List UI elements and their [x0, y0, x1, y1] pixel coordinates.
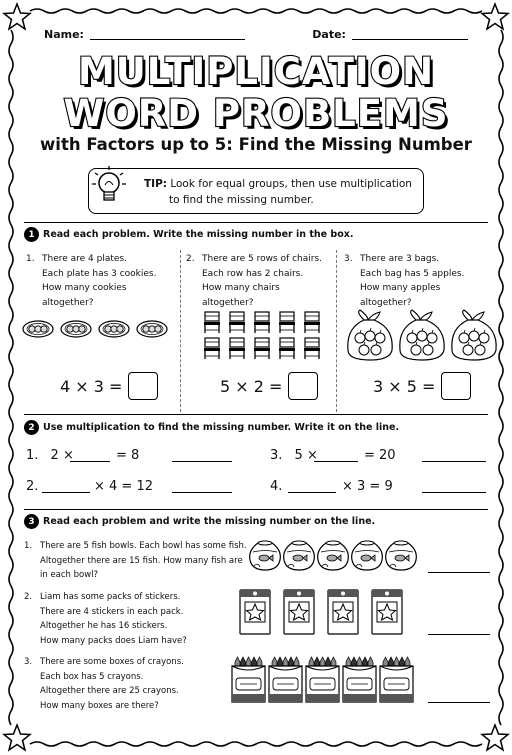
item-number: 3. — [270, 448, 283, 463]
subtitle: with Factors up to 5: Find the Missing Number — [40, 135, 472, 154]
crayon-box-icon — [380, 657, 413, 702]
tip-label: TIP: — [144, 178, 167, 190]
problem-number: 2. — [186, 254, 195, 264]
item-number: 1. — [26, 448, 39, 463]
fill-item-4 — [270, 479, 282, 494]
problem-line: Altogether there are 25 crayons. — [40, 686, 179, 696]
problem-number: 1. — [24, 541, 33, 551]
equation-text: 3 × 5 = — [373, 376, 436, 396]
answer-line[interactable] — [422, 461, 486, 462]
apple-icon — [371, 345, 381, 355]
section-number-badge: 2 — [24, 420, 39, 435]
star-icon — [2, 2, 32, 32]
cookie-icon — [105, 326, 111, 332]
crayon-boxes-picture — [230, 656, 420, 704]
problem-3-1 — [24, 539, 250, 583]
problem-line: altogether? — [202, 297, 254, 308]
chair-icon — [229, 338, 245, 359]
apple-icon — [469, 331, 479, 341]
item-left: 5 × — [294, 448, 318, 463]
divider — [24, 222, 488, 223]
item-number: 2. — [26, 479, 39, 494]
divider — [24, 509, 488, 510]
equation-text: 4 × 3 = — [60, 376, 123, 396]
cookie-icon — [149, 326, 155, 332]
fish-icon — [327, 555, 337, 561]
chair-icon — [204, 338, 220, 359]
problem-line: Each row has 2 chairs. — [202, 268, 304, 279]
cookie-icon — [79, 326, 85, 332]
problem-line: in each bowl? — [40, 570, 99, 580]
equation-1-2 — [220, 372, 318, 400]
apple-icon — [365, 331, 375, 341]
chair-icon — [254, 338, 270, 359]
problem-line: There are 4 stickers in each pack. — [40, 606, 184, 617]
problem-line: How many chairs — [202, 283, 280, 293]
apple-icon — [427, 333, 437, 343]
fill-item-1 — [26, 448, 74, 463]
blank-line[interactable] — [42, 492, 90, 493]
cookie-icon — [29, 326, 35, 332]
problem-line: There are 3 bags. — [360, 254, 440, 264]
cookie-icon — [35, 326, 41, 332]
cookie-icon — [73, 326, 79, 332]
blank-line[interactable] — [70, 461, 110, 462]
problem-number: 3. — [344, 254, 353, 264]
column-divider — [336, 250, 337, 412]
problem-3-3 — [24, 655, 250, 713]
answer-line[interactable] — [428, 702, 490, 703]
plate-icon — [61, 321, 91, 337]
answer-box[interactable] — [288, 372, 318, 400]
section-2-instruction: Use multiplication to find the missing number. Write it on the line. — [43, 422, 400, 433]
apple-icon — [423, 345, 433, 355]
item-number: 4. — [270, 479, 283, 494]
chair-icon — [254, 312, 270, 333]
date-field[interactable] — [352, 28, 468, 40]
problem-line: Altogether he has 16 stickers. — [40, 621, 168, 631]
name-date-header — [44, 28, 468, 41]
fish-icon — [259, 555, 269, 561]
problem-line: How many cookies — [42, 283, 127, 293]
cookie-icon — [67, 326, 73, 332]
problem-line: Each box has 5 crayons. — [40, 671, 144, 682]
problem-number: 1. — [26, 254, 35, 264]
title-line-1: MULTIPLICATION — [77, 50, 435, 93]
problem-line: How many packs does Liam have? — [40, 635, 187, 646]
answer-line[interactable] — [172, 492, 232, 493]
tip-text — [144, 176, 412, 208]
plate-icon — [23, 321, 53, 337]
item-right: × 3 = 9 — [342, 479, 393, 494]
fish-icon — [395, 555, 405, 561]
section-1-heading — [24, 227, 353, 242]
problem-line: How many apples — [360, 283, 441, 293]
chair-icon — [279, 338, 295, 359]
apple-icon — [375, 333, 385, 343]
apple-icon — [417, 331, 427, 341]
apple-icon — [479, 333, 489, 343]
apple-bag-icon — [452, 310, 496, 360]
plate-icon — [99, 321, 129, 337]
sticker-pack-icon — [284, 590, 314, 634]
problem-3-2 — [24, 590, 250, 648]
problem-line: There are some boxes of crayons. — [40, 657, 184, 667]
cookie-icon — [155, 326, 161, 332]
fish-icon — [361, 555, 371, 561]
problem-number: 2. — [24, 592, 33, 602]
tip-line-2: to find the missing number. — [169, 194, 314, 206]
apple-icon — [355, 333, 365, 343]
sticker-pack-icon — [240, 590, 270, 634]
star-icon — [480, 723, 510, 753]
item-right: = 8 — [116, 448, 140, 463]
problem-line: There are 5 fish bowls. Each bowl has some fish. — [40, 541, 247, 551]
fill-item-2 — [26, 479, 38, 494]
chair-icon — [304, 312, 320, 333]
section-number-badge: 1 — [24, 227, 39, 242]
star-icon — [480, 2, 510, 32]
blank-line[interactable] — [288, 492, 336, 493]
chairs-picture — [200, 310, 325, 362]
chair-icon — [279, 312, 295, 333]
item-left: 2 × — [50, 448, 74, 463]
cookie-plates-picture — [22, 318, 172, 340]
item-right: = 20 — [364, 448, 396, 463]
chair-icon — [304, 338, 320, 359]
problem-number: 3. — [24, 657, 33, 667]
chair-icon — [204, 312, 220, 333]
plate-icon — [137, 321, 167, 337]
problem-line: Altogether there are 15 fish. How many fish are — [40, 555, 243, 566]
section-2-heading — [24, 420, 399, 435]
sticker-packs-picture — [236, 588, 416, 636]
problem-line: How many boxes are there? — [40, 700, 159, 711]
apple-bags-picture — [342, 310, 502, 362]
cookie-icon — [117, 326, 123, 332]
answer-line[interactable] — [428, 634, 490, 635]
star-icon — [2, 723, 32, 753]
fish-bowl-icon — [284, 541, 315, 570]
apple-icon — [411, 345, 421, 355]
section-3-heading — [24, 514, 375, 529]
blank-line[interactable] — [314, 461, 358, 462]
apple-icon — [463, 345, 473, 355]
problem-line: Each plate has 3 cookies. — [42, 268, 157, 279]
problem-1-3 — [344, 252, 494, 310]
equation-1-1 — [60, 372, 158, 400]
equation-text: 5 × 2 = — [220, 376, 283, 396]
problem-1-2 — [186, 252, 336, 310]
sticker-pack-icon — [328, 590, 358, 634]
cookie-icon — [41, 326, 47, 332]
crayon-box-icon — [306, 657, 339, 702]
fish-bowl-icon — [318, 541, 349, 570]
section-number-badge: 3 — [24, 514, 39, 529]
apple-icon — [359, 345, 369, 355]
cookie-icon — [111, 326, 117, 332]
apple-icon — [407, 333, 417, 343]
item-right: × 4 = 12 — [94, 479, 153, 494]
apple-icon — [475, 345, 485, 355]
divider — [24, 414, 488, 415]
title-line-2: WORD PROBLEMS — [63, 92, 449, 135]
crayon-box-icon — [343, 657, 376, 702]
date-label: Date: — [312, 28, 346, 41]
crayon-box-icon — [232, 657, 265, 702]
answer-line[interactable] — [422, 492, 486, 493]
name-label: Name: — [44, 28, 84, 41]
fish-icon — [293, 555, 303, 561]
name-field[interactable] — [90, 28, 245, 40]
problem-line: There are 4 plates. — [42, 254, 127, 264]
tip-line-1: Look for equal groups, then use multiplication — [170, 178, 412, 190]
answer-line[interactable] — [172, 461, 232, 462]
column-divider — [180, 250, 181, 412]
lightbulb-icon — [90, 163, 128, 213]
problem-line: There are 5 rows of chairs. — [202, 254, 323, 264]
section-3-instruction: Read each problem and write the missing number on the line. — [43, 516, 376, 527]
equation-1-3 — [373, 372, 471, 400]
apple-icon — [459, 333, 469, 343]
problem-1-1 — [26, 252, 176, 310]
problem-line: altogether? — [360, 297, 412, 308]
fish-bowls-picture — [248, 540, 418, 572]
fish-bowl-icon — [386, 541, 417, 570]
fill-item-3 — [270, 448, 318, 463]
apple-bag-icon — [400, 310, 444, 360]
answer-line[interactable] — [428, 572, 490, 573]
problem-line: Liam has some packs of stickers. — [40, 592, 181, 602]
fish-bowl-icon — [250, 541, 281, 570]
sticker-pack-icon — [372, 590, 402, 634]
fish-bowl-icon — [352, 541, 383, 570]
apple-bag-icon — [348, 310, 392, 360]
answer-box[interactable] — [441, 372, 471, 400]
cookie-icon — [143, 326, 149, 332]
answer-box[interactable] — [128, 372, 158, 400]
problem-line: Each bag has 5 apples. — [360, 268, 465, 279]
chair-icon — [229, 312, 245, 333]
section-1-instruction: Read each problem. Write the missing number in the box. — [43, 229, 354, 240]
crayon-box-icon — [269, 657, 302, 702]
problem-line: altogether? — [42, 297, 94, 308]
